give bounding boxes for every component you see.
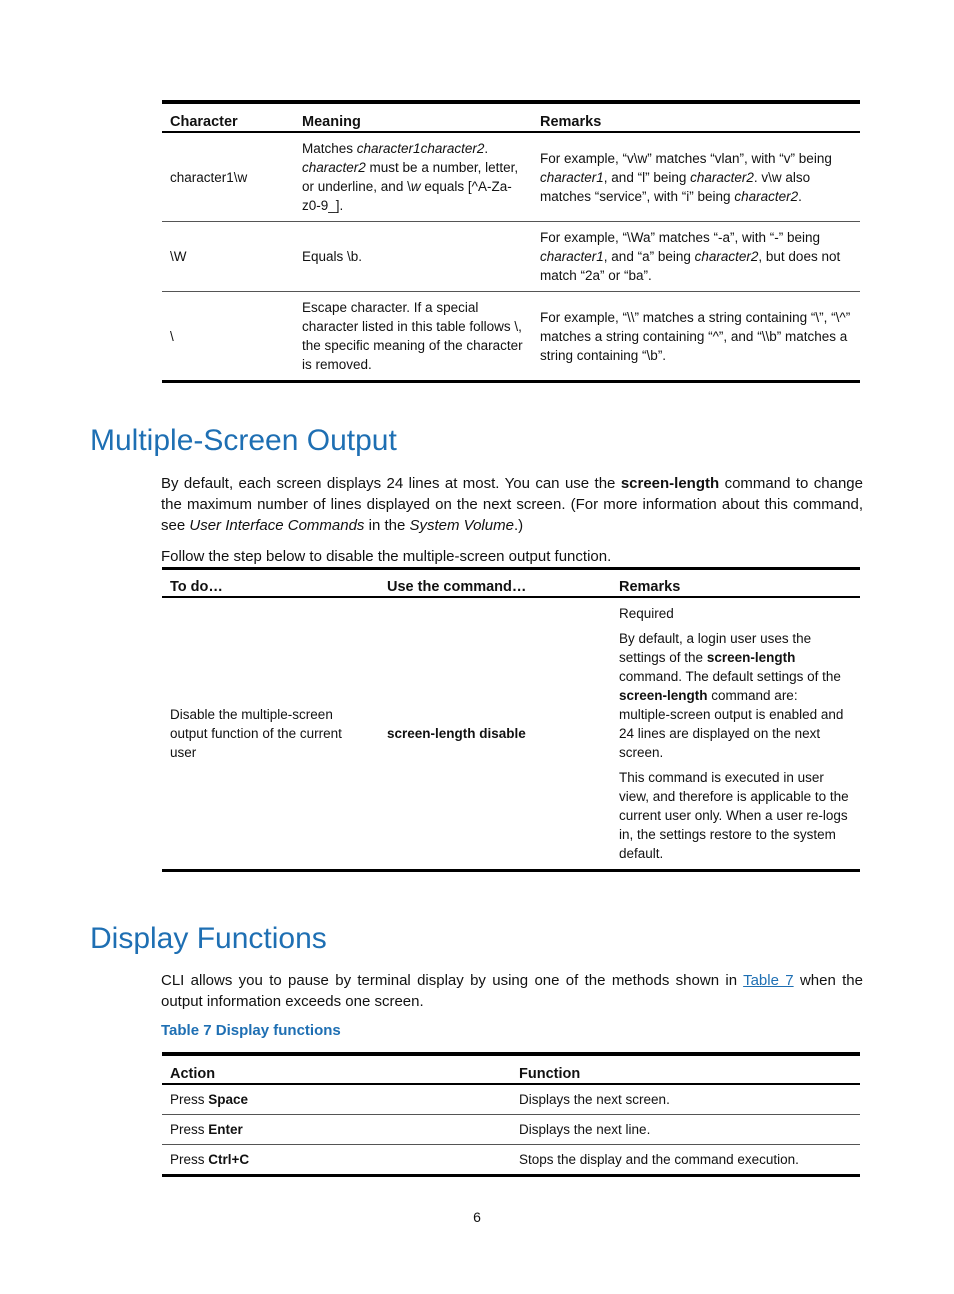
cell-action: Press Space	[162, 1084, 511, 1115]
cell-meaning: Equals \b.	[294, 222, 532, 292]
header-remarks: Remarks	[611, 569, 860, 598]
page-number: 6	[473, 1209, 481, 1225]
paragraph-follow-step: Follow the step below to disable the multiple-screen output function.	[161, 548, 612, 565]
table-row	[162, 1115, 860, 1145]
paragraph-multiple-screen-intro: By default, each screen displays 24 lines at most. You can use the screen-length command to change the maximum number of lines displayed on the next screen. (For more information about this command, see User Interface Commands in the System Volume.)	[161, 475, 863, 534]
display-functions-table	[162, 1052, 860, 1177]
cell-meaning: Escape character. If a special character listed in this table follows \, the specific meaning of the character is removed.	[302, 300, 523, 372]
header-meaning: Meaning	[294, 102, 532, 132]
cell-remarks: For example, “\\” matches a string containing “\”, “\^” matches a string containing “^”, and “\\b” matches a string containing “\b”.	[540, 309, 851, 363]
remarks-required: Required	[619, 606, 674, 621]
remarks-default: By default, a login user uses the settings of the screen-length command. The default settings of the screen-length command are: multiple-screen output is enabled and 24 lines are displayed on the next screen.	[619, 631, 844, 760]
section-title-display-functions: Display Functions	[90, 922, 327, 955]
section-title-multiple-screen-output: Multiple-Screen Output	[90, 424, 397, 457]
header-command: Use the command…	[379, 569, 611, 598]
table-7-link[interactable]: Table 7	[743, 972, 794, 989]
header-remarks: Remarks	[532, 102, 860, 132]
cell-command: screen-length disable	[387, 726, 526, 741]
header-function: Function	[511, 1054, 860, 1084]
cell-remarks: For example, “v\w” matches “vlan”, with “v” being character1, and “l” being character2. v\w also matches “service”, with “i” being character2.	[532, 132, 860, 222]
table-caption: Table 7 Display functions	[161, 1022, 341, 1039]
cell-remarks: For example, “\Wa” matches “-a”, with “-” being character1, and “a” being character2, but does not match “2a” or “ba”.	[532, 222, 860, 292]
header-character: Character	[162, 102, 294, 132]
cell-character: \W	[162, 222, 294, 292]
cell-character: character1\w	[162, 132, 294, 222]
disable-multiscreen-table	[162, 567, 860, 872]
paragraph-display-intro: CLI allows you to pause by terminal display by using one of the methods shown in Table 7 when the output information exceeds one screen.	[161, 972, 863, 1010]
cell-function: Stops the display and the command execution.	[519, 1152, 799, 1167]
header-action: Action	[162, 1054, 511, 1084]
cell-meaning: Matches character1character2. character2 must be a number, letter, or underline, and \w equals [^A-Za-z0-9_].	[294, 132, 532, 222]
cell-action: Press Ctrl+C	[170, 1152, 250, 1167]
cell-remarks	[611, 597, 860, 871]
cell-character: \	[170, 328, 174, 344]
remarks-note: This command is executed in user view, and therefore is applicable to the current user only. When a user re-logs in, the settings restore to the system default.	[619, 770, 849, 861]
character-meaning-table	[162, 100, 860, 383]
table-row	[162, 1145, 860, 1176]
cell-function: Displays the next screen.	[511, 1084, 860, 1115]
cell-action: Press Enter	[162, 1115, 511, 1145]
cell-todo: Disable the multiple-screen output function of the current user	[170, 707, 342, 760]
cell-function: Displays the next line.	[511, 1115, 860, 1145]
table-row	[162, 1084, 860, 1115]
table-row	[162, 132, 860, 222]
table-row	[162, 222, 860, 292]
table-row	[162, 597, 860, 871]
header-todo: To do…	[162, 569, 379, 598]
table-row	[162, 292, 860, 382]
